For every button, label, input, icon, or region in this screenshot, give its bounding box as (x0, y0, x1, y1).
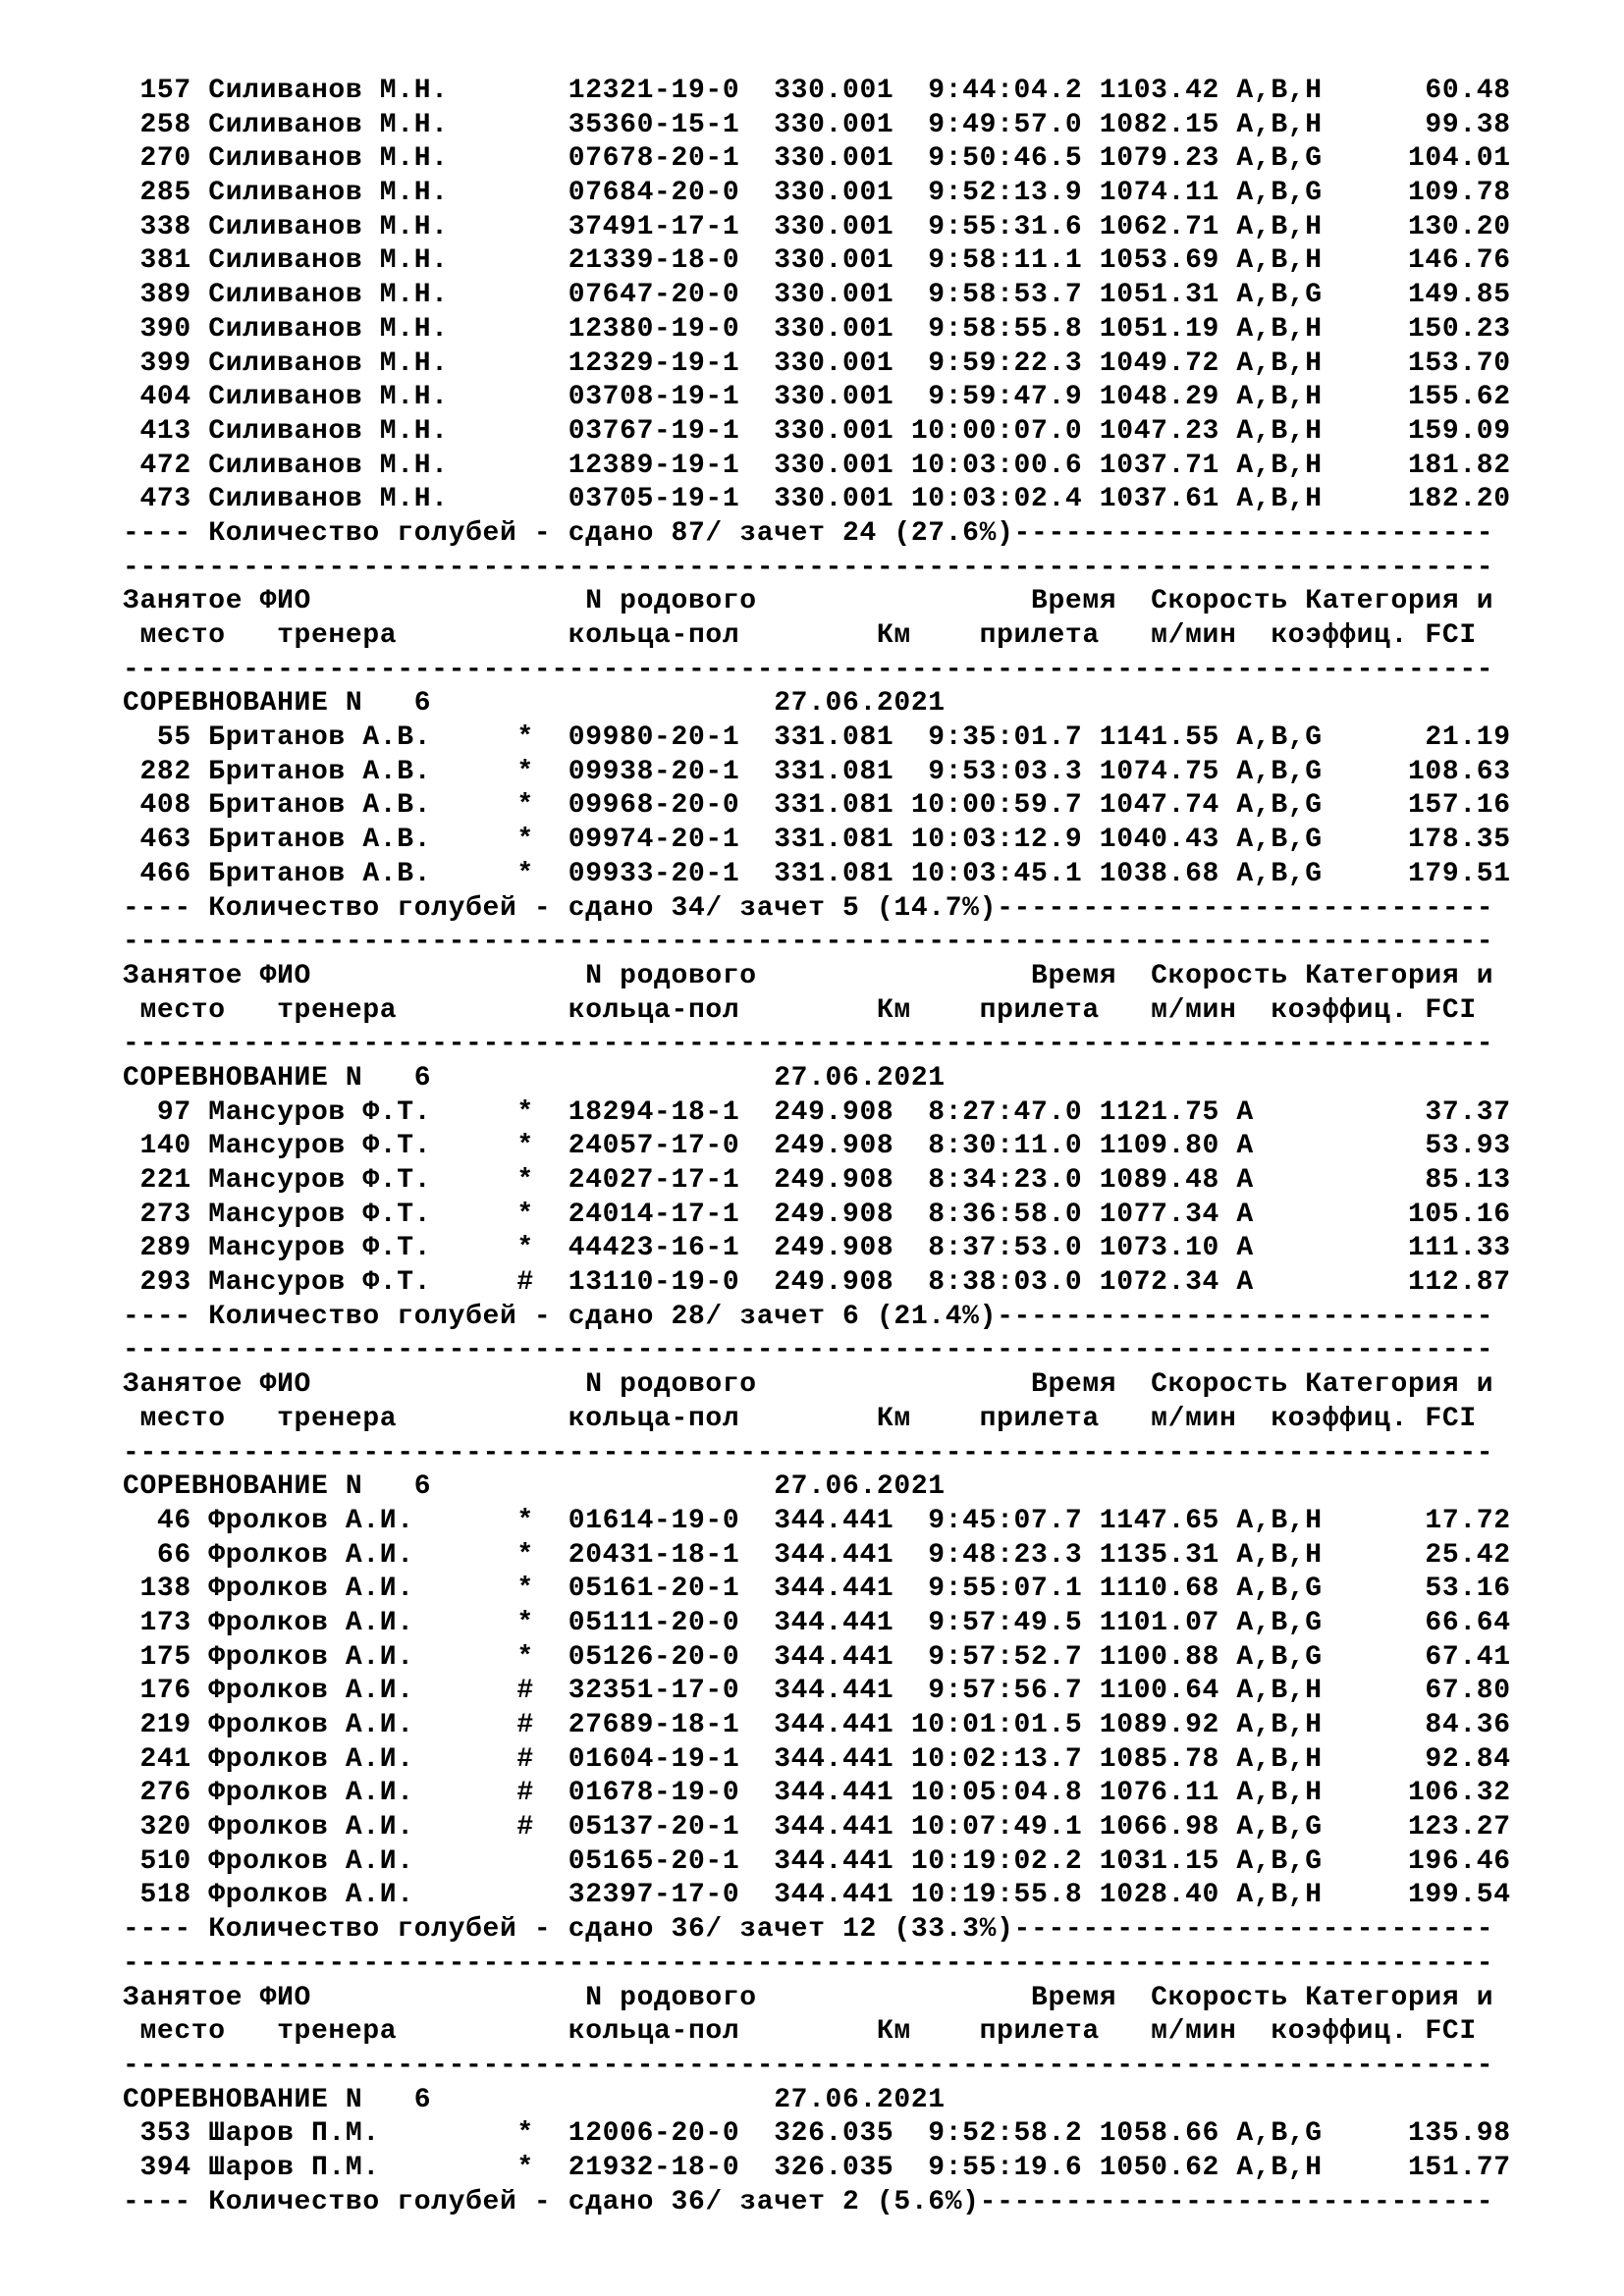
table-row: 353 Шаров П.М. * 12006-20-0 326.035 9:52:58.2 1058.66 A,B,G 135.98 (123, 2118, 1511, 2150)
competition-title: СОРЕВНОВАНИЕ N 6 27.06.2021 (123, 2084, 946, 2115)
separator-line: -------------------------------------------------------------------------------- (123, 927, 1494, 958)
table-row: 97 Мансуров Ф.Т. * 18294-18-1 249.908 8:27:47.0 1121.75 A 37.37 (123, 1096, 1511, 1128)
table-row: 273 Мансуров Ф.Т. * 24014-17-1 249.908 8:36:58.0 1077.34 A 105.16 (123, 1199, 1511, 1230)
table-row: 241 Фролков А.И. # 01604-19-1 344.441 10:02:13.7 1085.78 A,B,H 92.84 (123, 1743, 1511, 1775)
section-summary: ---- Количество голубей - сдано 87/ зачет 24 (27.6%)---------------------------- (123, 517, 1494, 549)
table-row: 413 Силиванов М.Н. 03767-19-1 330.001 10:00:07.0 1047.23 A,B,H 159.09 (123, 415, 1511, 447)
separator-line: -------------------------------------------------------------------------------- (123, 1029, 1494, 1060)
table-row: 176 Фролков А.И. # 32351-17-0 344.441 9:57:56.7 1100.64 A,B,H 67.80 (123, 1676, 1511, 1707)
table-row: 140 Мансуров Ф.Т. * 24057-17-0 249.908 8:30:11.0 1109.80 A 53.93 (123, 1131, 1511, 1162)
separator-line: -------------------------------------------------------------------------------- (123, 552, 1494, 583)
table-header: место тренера кольца-пол Км прилета м/мин коэффиц. FCI (123, 1403, 1477, 1434)
table-header: Занятое ФИО N родового Время Скорость Категория и (123, 960, 1494, 991)
separator-line: -------------------------------------------------------------------------------- (123, 1335, 1494, 1366)
table-row: 408 Британов А.В. * 09968-20-0 331.081 10:00:59.7 1047.74 A,B,G 157.16 (123, 790, 1511, 822)
table-row: 221 Мансуров Ф.Т. * 24027-17-1 249.908 8:34:23.0 1089.48 A 85.13 (123, 1165, 1511, 1196)
table-row: 282 Британов А.В. * 09938-20-1 331.081 9:53:03.3 1074.75 A,B,G 108.63 (123, 756, 1511, 787)
table-row: 138 Фролков А.И. * 05161-20-1 344.441 9:55:07.1 1110.68 A,B,G 53.16 (123, 1574, 1511, 1605)
table-row: 293 Мансуров Ф.Т. # 13110-19-0 249.908 8:38:03.0 1072.34 A 112.87 (123, 1267, 1511, 1299)
table-header: Занятое ФИО N родового Время Скорость Категория и (123, 1369, 1494, 1401)
table-header: Занятое ФИО N родового Время Скорость Категория и (123, 586, 1494, 617)
table-row: 66 Фролков А.И. * 20431-18-1 344.441 9:48:23.3 1135.31 A,B,H 25.42 (123, 1539, 1511, 1571)
separator-line: -------------------------------------------------------------------------------- (123, 654, 1494, 685)
table-row: 404 Силиванов М.Н. 03708-19-1 330.001 9:59:47.9 1048.29 A,B,H 155.62 (123, 382, 1511, 413)
table-row: 510 Фролков А.И. 05165-20-1 344.441 10:19:02.2 1031.15 A,B,G 196.46 (123, 1845, 1511, 1877)
competition-title: СОРЕВНОВАНИЕ N 6 27.06.2021 (123, 1471, 946, 1503)
table-row: 55 Британов А.В. * 09980-20-1 331.081 9:35:01.7 1141.55 A,B,G 21.19 (123, 722, 1511, 754)
table-row: 466 Британов А.В. * 09933-20-1 331.081 10:03:45.1 1038.68 A,B,G 179.51 (123, 858, 1511, 889)
table-row: 399 Силиванов М.Н. 12329-19-1 330.001 9:59:22.3 1049.72 A,B,H 153.70 (123, 347, 1511, 379)
separator-line: -------------------------------------------------------------------------------- (123, 1948, 1494, 1979)
table-row: 463 Британов А.В. * 09974-20-1 331.081 10:03:12.9 1040.43 A,B,G 178.35 (123, 825, 1511, 856)
table-header: Занятое ФИО N родового Время Скорость Категория и (123, 1982, 1494, 2013)
table-row: 270 Силиванов М.Н. 07678-20-1 330.001 9:50:46.5 1079.23 A,B,G 104.01 (123, 143, 1511, 175)
section-summary: ---- Количество голубей - сдано 36/ зачет 12 (33.3%)---------------------------- (123, 1914, 1494, 1946)
table-header: место тренера кольца-пол Км прилета м/мин коэффиц. FCI (123, 2016, 1477, 2048)
table-row: 518 Фролков А.И. 32397-17-0 344.441 10:19:55.8 1028.40 A,B,H 199.54 (123, 1880, 1511, 1911)
competition-title: СОРЕВНОВАНИЕ N 6 27.06.2021 (123, 688, 946, 720)
table-row: 381 Силиванов М.Н. 21339-18-0 330.001 9:58:11.1 1053.69 A,B,H 146.76 (123, 245, 1511, 277)
competition-title: СОРЕВНОВАНИЕ N 6 27.06.2021 (123, 1062, 946, 1094)
table-row: 173 Фролков А.И. * 05111-20-0 344.441 9:57:49.5 1101.07 A,B,G 66.64 (123, 1607, 1511, 1638)
table-row: 157 Силиванов М.Н. 12321-19-0 330.001 9:44:04.2 1103.42 A,B,H 60.48 (123, 76, 1511, 106)
table-row: 285 Силиванов М.Н. 07684-20-0 330.001 9:52:13.9 1074.11 A,B,G 109.78 (123, 178, 1511, 209)
table-row: 389 Силиванов М.Н. 07647-20-0 330.001 9:58:53.7 1051.31 A,B,G 149.85 (123, 280, 1511, 311)
table-row: 338 Силиванов М.Н. 37491-17-1 330.001 9:55:31.6 1062.71 A,B,H 130.20 (123, 211, 1511, 242)
section-summary: ---- Количество голубей - сдано 28/ зачет 6 (21.4%)----------------------------- (123, 1301, 1494, 1332)
table-row: 258 Силиванов М.Н. 35360-15-1 330.001 9:49:57.0 1082.15 A,B,H 99.38 (123, 109, 1511, 140)
table-row: 175 Фролков А.И. * 05126-20-0 344.441 9:57:52.7 1100.88 A,B,G 67.41 (123, 1641, 1511, 1673)
table-row: 390 Силиванов М.Н. 12380-19-0 330.001 9:58:55.8 1051.19 A,B,H 150.23 (123, 313, 1511, 345)
results-document (123, 75, 1596, 2219)
table-header: место тренера кольца-пол Км прилета м/мин коэффиц. FCI (123, 620, 1477, 651)
table-row: 276 Фролков А.И. # 01678-19-0 344.441 10:05:04.8 1076.11 A,B,H 106.32 (123, 1778, 1511, 1809)
section-summary: ---- Количество голубей - сдано 34/ зачет 5 (14.7%)----------------------------- (123, 892, 1494, 924)
table-header: место тренера кольца-пол Км прилета м/мин коэффиц. FCI (123, 994, 1477, 1026)
separator-line: -------------------------------------------------------------------------------- (123, 1437, 1494, 1468)
table-row: 320 Фролков А.И. # 05137-20-1 344.441 10:07:49.1 1066.98 A,B,G 123.27 (123, 1812, 1511, 1843)
section-summary: ---- Количество голубей - сдано 36/ зачет 2 (5.6%)------------------------------ (123, 2186, 1494, 2217)
separator-line: -------------------------------------------------------------------------------- (123, 2050, 1494, 2081)
table-row: 473 Силиванов М.Н. 03705-19-1 330.001 10:03:02.4 1037.61 A,B,H 182.20 (123, 484, 1511, 515)
table-row: 46 Фролков А.И. * 01614-19-0 344.441 9:45:07.7 1147.65 A,B,H 17.72 (123, 1505, 1511, 1536)
table-row: 472 Силиванов М.Н. 12389-19-1 330.001 10:03:00.6 1037.71 A,B,H 181.82 (123, 450, 1511, 481)
table-row: 394 Шаров П.М. * 21932-18-0 326.035 9:55:19.6 1050.62 A,B,H 151.77 (123, 2152, 1511, 2183)
table-row: 219 Фролков А.И. # 27689-18-1 344.441 10:01:01.5 1089.92 A,B,H 84.36 (123, 1710, 1511, 1740)
table-row: 289 Мансуров Ф.Т. * 44423-16-1 249.908 8:37:53.0 1073.10 A 111.33 (123, 1233, 1511, 1264)
